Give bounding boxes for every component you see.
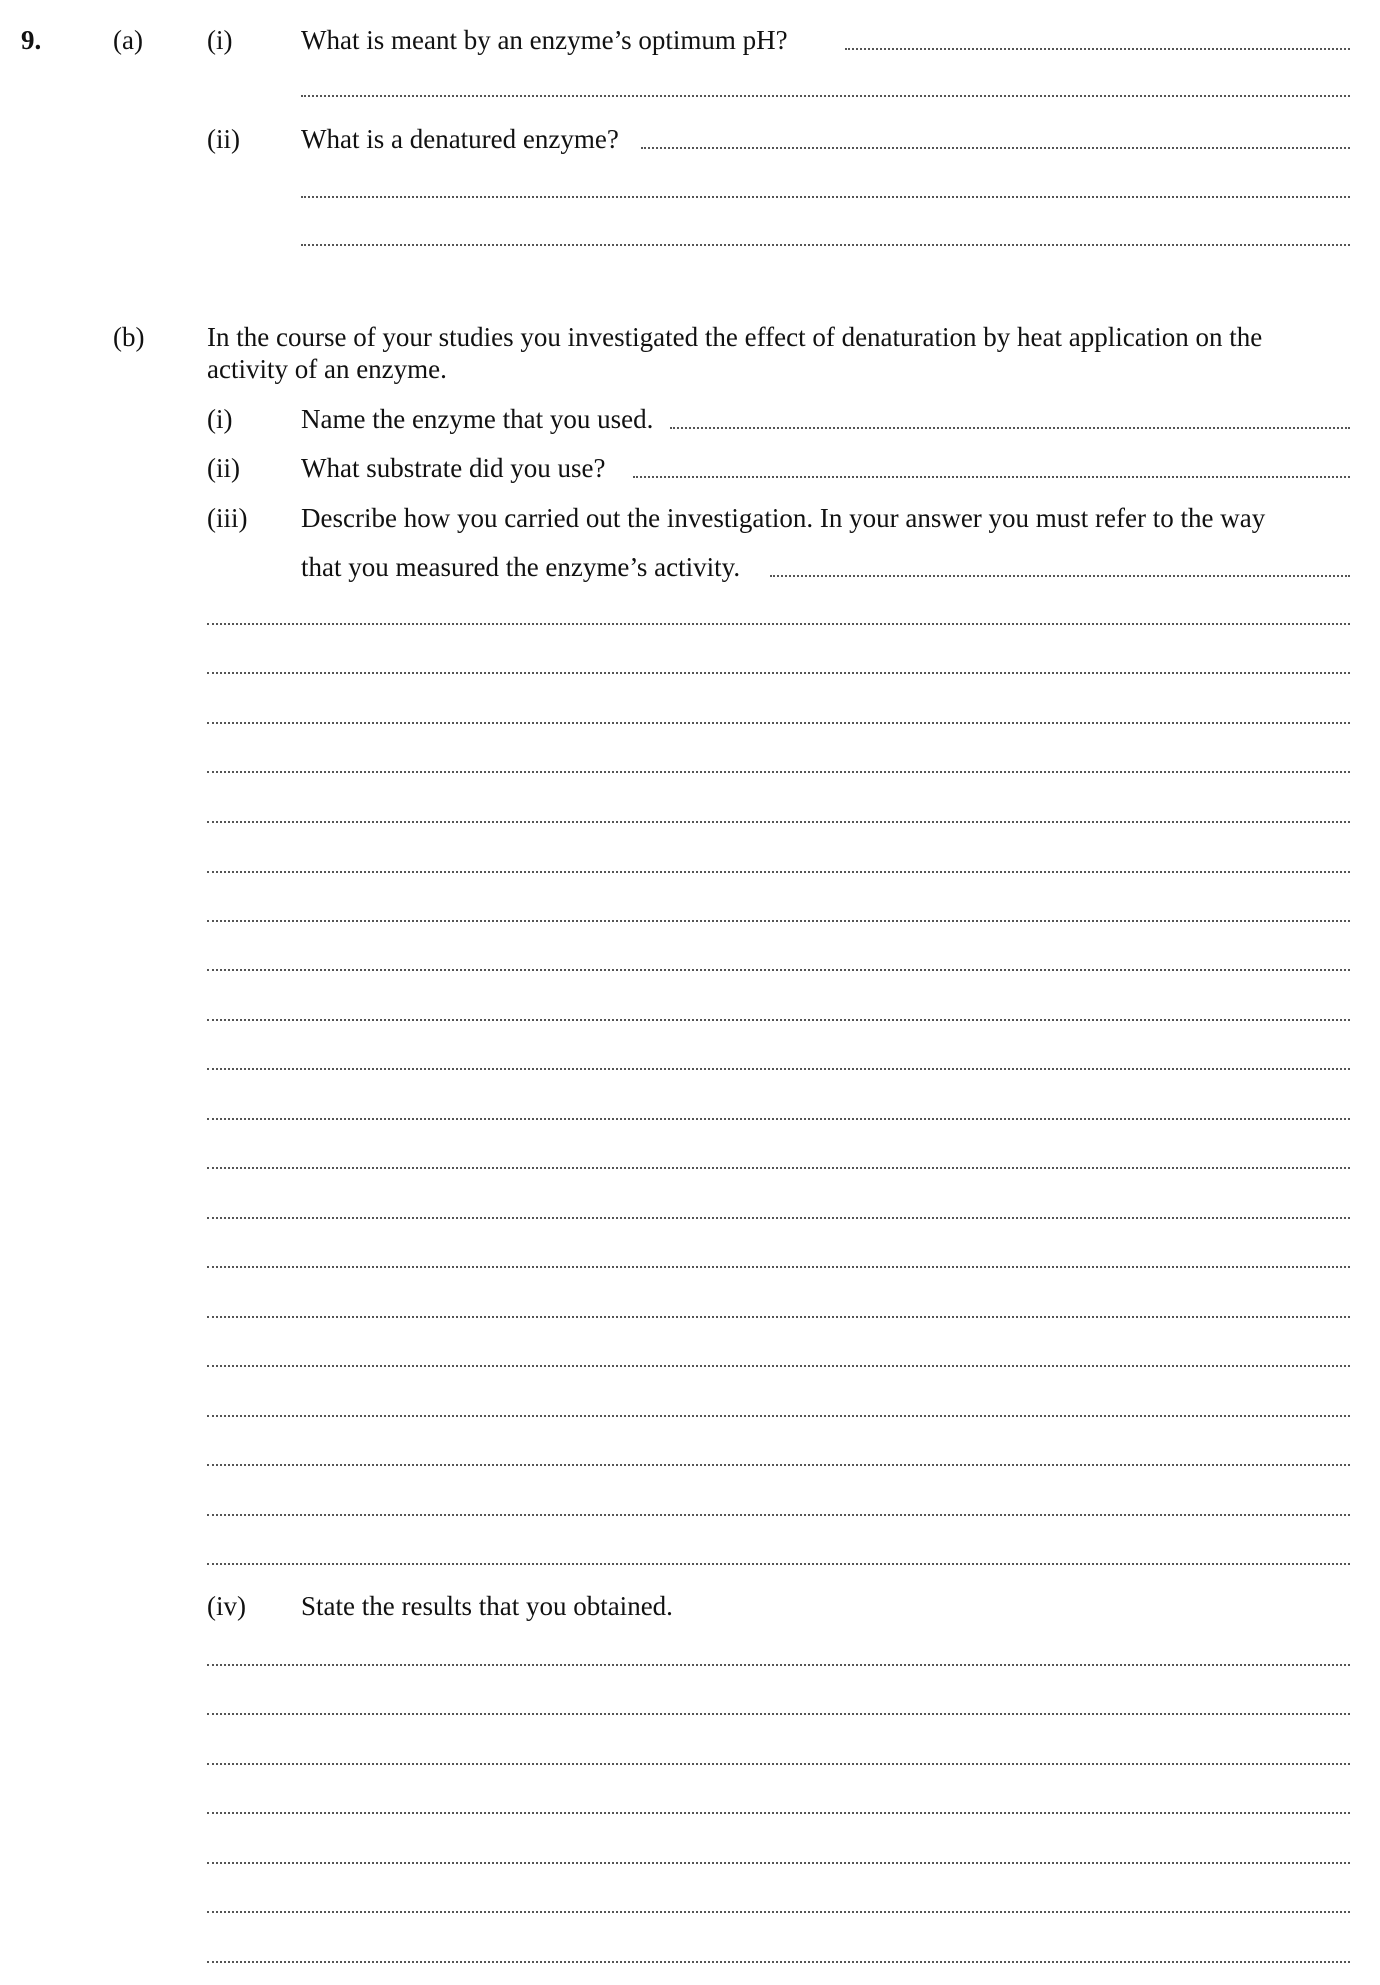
answer-line-b-iv[interactable] [207,1763,1350,1765]
answer-line-a-i-1[interactable] [845,48,1350,50]
part-b-iv-label: (iv) [207,1591,246,1621]
answer-line-b-iv[interactable] [207,1911,1350,1913]
answer-line-b-iii[interactable] [207,1563,1350,1565]
part-a-label: (a) [113,25,143,55]
part-b-iii-label: (iii) [207,503,248,533]
answer-line-b-iii[interactable] [207,1118,1350,1120]
answer-line-b-iv[interactable] [207,1713,1350,1715]
part-b-i-label: (i) [207,404,233,434]
answer-line-b-iii[interactable] [207,821,1350,823]
part-b-iii-question-line2: that you measured the enzyme’s activity. [301,552,741,582]
part-b-intro-line1: In the course of your studies you investigated the effect of denaturation by heat application on the [207,322,1263,352]
answer-line-b-iii[interactable] [207,1316,1350,1318]
answer-line-b-iii[interactable] [207,1464,1350,1466]
answer-line-b-iii[interactable] [207,1068,1350,1070]
part-b-label: (b) [113,322,145,352]
answer-line-a-ii-1[interactable] [641,147,1350,149]
part-b-ii-question: What substrate did you use? [301,453,606,483]
answer-line-b-iii[interactable] [207,1019,1350,1021]
answer-line-b-iii[interactable] [207,871,1350,873]
answer-line-b-iii[interactable] [207,623,1350,625]
answer-line-b-iv[interactable] [207,1961,1350,1963]
part-b-intro-line2: activity of an enzyme. [207,354,447,384]
answer-line-b-iii[interactable] [207,1415,1350,1417]
answer-line-b-iii[interactable] [207,1365,1350,1367]
part-b-ii-label: (ii) [207,453,240,483]
answer-line-b-iii[interactable] [207,969,1350,971]
answer-line-b-iii[interactable] [207,1514,1350,1516]
answer-line-b-iii[interactable] [207,1217,1350,1219]
part-b-iii-question-line1: Describe how you carried out the investigation. In your answer you must refer to the way [301,503,1266,533]
answer-line-b-iii[interactable] [207,722,1350,724]
part-b-iv-question: State the results that you obtained. [301,1591,673,1621]
answer-line-a-ii-2[interactable] [301,196,1350,198]
part-a-i-question: What is meant by an enzyme’s optimum pH? [301,25,788,55]
answer-line-b-iii[interactable] [207,1167,1350,1169]
answer-line-a-ii-3[interactable] [301,244,1350,246]
part-a-ii-label: (ii) [207,124,240,154]
part-b-i-question: Name the enzyme that you used. [301,404,654,434]
part-a-i-label: (i) [207,25,233,55]
answer-line-b-ii[interactable] [633,476,1350,478]
answer-line-b-iv[interactable] [207,1812,1350,1814]
question-number: 9. [21,25,42,55]
answer-line-b-iii[interactable] [207,920,1350,922]
part-a-ii-question: What is a denatured enzyme? [301,124,619,154]
answer-line-b-i[interactable] [670,427,1350,429]
answer-line-a-i-2[interactable] [301,95,1350,97]
answer-line-b-iv[interactable] [207,1664,1350,1666]
answer-line-b-iii[interactable] [207,771,1350,773]
answer-line-b-iii[interactable] [207,1266,1350,1268]
answer-line-b-iii[interactable] [207,672,1350,674]
answer-line-b-iii-0[interactable] [770,575,1350,577]
answer-line-b-iv[interactable] [207,1862,1350,1864]
